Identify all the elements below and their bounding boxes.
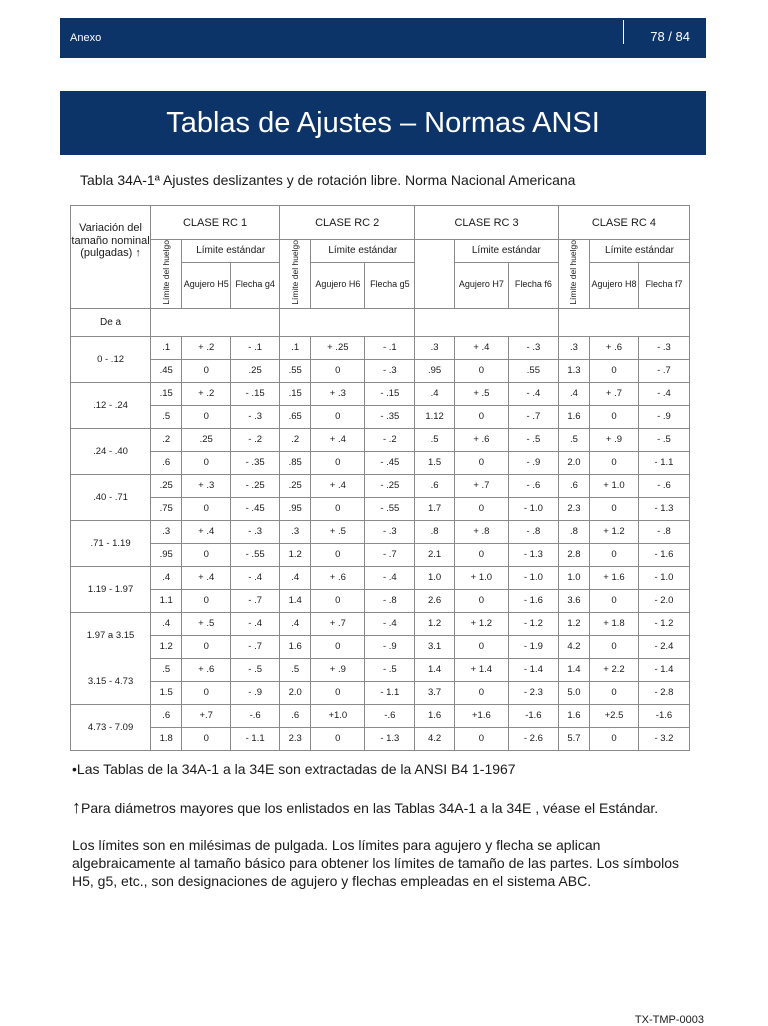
range-cell: .24 - .40: [71, 428, 151, 474]
table-row: [71, 405, 690, 428]
note-arrow-line: [72, 797, 658, 818]
value-cell: 1.6: [558, 405, 589, 428]
value-cell: .4: [151, 566, 182, 589]
spacer: [415, 308, 559, 336]
value-cell: .85: [280, 451, 311, 474]
de-a-label: De a: [71, 308, 151, 336]
value-cell: + .4: [182, 520, 231, 543]
value-cell: .3: [151, 520, 182, 543]
value-cell: .95: [415, 359, 455, 382]
value-cell: .45: [151, 359, 182, 382]
value-cell: + .25: [311, 336, 365, 359]
value-cell: .6: [415, 474, 455, 497]
value-cell: .6: [151, 704, 182, 727]
range-cell: .71 - 1.19: [71, 520, 151, 566]
value-cell: .1: [151, 336, 182, 359]
value-cell: - .25: [231, 474, 280, 497]
table-row: [71, 566, 690, 589]
value-cell: 0: [311, 451, 365, 474]
spacer: [558, 308, 689, 336]
value-cell: .8: [415, 520, 455, 543]
value-cell: 1.4: [558, 658, 589, 681]
flecha-header: Flecha g4: [231, 262, 280, 308]
value-cell: 1.12: [415, 405, 455, 428]
value-cell: - 3.2: [638, 727, 689, 750]
value-cell: .1: [280, 336, 311, 359]
value-cell: - 2.3: [508, 681, 558, 704]
table-row: [71, 612, 690, 635]
class-header-rc4: CLASE RC 4: [558, 206, 689, 240]
value-cell: 0: [454, 405, 508, 428]
value-cell: .15: [151, 382, 182, 405]
value-cell: 0: [311, 497, 365, 520]
value-cell: + .6: [311, 566, 365, 589]
value-cell: - 1.2: [508, 612, 558, 635]
value-cell: 0: [182, 543, 231, 566]
value-cell: - 1.4: [638, 658, 689, 681]
value-cell: .25: [151, 474, 182, 497]
value-cell: - .4: [231, 566, 280, 589]
table-row: [71, 382, 690, 405]
value-cell: 0: [454, 359, 508, 382]
table-row: [71, 704, 690, 727]
value-cell: 1.6: [558, 704, 589, 727]
value-cell: - .6: [638, 474, 689, 497]
agujero-header: Agujero H5: [182, 262, 231, 308]
value-cell: - .3: [508, 336, 558, 359]
value-cell: - 1.0: [638, 566, 689, 589]
table-row: [71, 359, 690, 382]
table-row: [71, 428, 690, 451]
limite-juego-header: Límite del huelgo: [558, 240, 589, 309]
limite-estandar-header: Límite estándar: [454, 240, 558, 263]
value-cell: 1.4: [415, 658, 455, 681]
value-cell: -1.6: [638, 704, 689, 727]
table-row: [71, 589, 690, 612]
flecha-header: Flecha f7: [638, 262, 689, 308]
value-cell: + .5: [311, 520, 365, 543]
value-cell: .5: [415, 428, 455, 451]
note-arrow-text: Para diámetros mayores que los enlistados en las Tablas 34A-1 a la 34E , véase el Estándar.: [81, 800, 659, 816]
value-cell: + .2: [182, 336, 231, 359]
value-cell: 0: [590, 405, 639, 428]
fits-table: [70, 205, 690, 751]
value-cell: 1.5: [151, 681, 182, 704]
value-cell: 0: [454, 589, 508, 612]
arrow-up-icon: ↑: [135, 247, 141, 260]
value-cell: + .6: [182, 658, 231, 681]
value-cell: - .2: [365, 428, 415, 451]
table-row: [71, 658, 690, 681]
value-cell: -.6: [365, 704, 415, 727]
value-cell: + .5: [454, 382, 508, 405]
value-cell: +2.5: [590, 704, 639, 727]
top-header-bar: [60, 18, 706, 58]
value-cell: - 2.8: [638, 681, 689, 704]
value-cell: 0: [590, 681, 639, 704]
table-row: [71, 474, 690, 497]
value-cell: + .7: [454, 474, 508, 497]
value-cell: 2.3: [558, 497, 589, 520]
value-cell: .3: [280, 520, 311, 543]
value-cell: - .8: [638, 520, 689, 543]
value-cell: 0: [590, 589, 639, 612]
value-cell: .4: [280, 566, 311, 589]
value-cell: + .5: [182, 612, 231, 635]
value-cell: 3.7: [415, 681, 455, 704]
value-cell: - .7: [365, 543, 415, 566]
value-cell: 2.0: [280, 681, 311, 704]
value-cell: + 1.0: [454, 566, 508, 589]
value-cell: 1.2: [280, 543, 311, 566]
limite-estandar-header: Límite estándar: [182, 240, 280, 263]
value-cell: 0: [590, 635, 639, 658]
value-cell: + 1.0: [590, 474, 639, 497]
value-cell: - .6: [508, 474, 558, 497]
range-cell: 1.19 - 1.97: [71, 566, 151, 612]
value-cell: 5.0: [558, 681, 589, 704]
value-cell: - .4: [638, 382, 689, 405]
value-cell: - .45: [231, 497, 280, 520]
range-cell: 0 - .12: [71, 336, 151, 382]
value-cell: + .4: [311, 428, 365, 451]
value-cell: - 1.3: [365, 727, 415, 750]
flecha-header: Flecha f6: [508, 262, 558, 308]
value-cell: + .7: [311, 612, 365, 635]
value-cell: - .9: [508, 451, 558, 474]
value-cell: + 1.8: [590, 612, 639, 635]
table-caption: Tabla 34A-1ª Ajustes deslizantes y de rotación libre. Norma Nacional Americana: [80, 172, 576, 188]
value-cell: 3.1: [415, 635, 455, 658]
value-cell: - .4: [365, 612, 415, 635]
value-cell: - .7: [231, 589, 280, 612]
value-cell: - .9: [638, 405, 689, 428]
value-cell: .4: [151, 612, 182, 635]
value-cell: - .3: [231, 520, 280, 543]
value-cell: - .7: [231, 635, 280, 658]
limite-juego-header: Límite del huelgo: [280, 240, 311, 309]
value-cell: 0: [454, 727, 508, 750]
value-cell: + .3: [182, 474, 231, 497]
value-cell: 0: [182, 727, 231, 750]
value-cell: - .3: [365, 359, 415, 382]
table-row: [71, 681, 690, 704]
value-cell: - .55: [365, 497, 415, 520]
value-cell: 0: [454, 635, 508, 658]
value-cell: 1.0: [558, 566, 589, 589]
value-cell: 0: [454, 543, 508, 566]
value-cell: - .5: [365, 658, 415, 681]
value-cell: - 1.0: [508, 497, 558, 520]
value-cell: + .7: [590, 382, 639, 405]
value-cell: 1.6: [415, 704, 455, 727]
value-cell: .4: [558, 382, 589, 405]
value-cell: - .3: [365, 520, 415, 543]
value-cell: - 1.1: [231, 727, 280, 750]
table-row: [71, 336, 690, 359]
value-cell: - 1.9: [508, 635, 558, 658]
spacer: [151, 308, 280, 336]
value-cell: 1.2: [415, 612, 455, 635]
range-cell: 1.97 a 3.15: [71, 612, 151, 658]
value-cell: - .5: [638, 428, 689, 451]
page-counter: 78 / 84: [650, 29, 690, 44]
value-cell: .5: [280, 658, 311, 681]
value-cell: 1.0: [415, 566, 455, 589]
limite-juego-header: Límite del huelgo: [151, 240, 182, 309]
value-cell: + .2: [182, 382, 231, 405]
spacer: [280, 308, 415, 336]
value-cell: 1.8: [151, 727, 182, 750]
value-cell: 0: [311, 359, 365, 382]
value-cell: - 1.0: [508, 566, 558, 589]
value-cell: - .15: [231, 382, 280, 405]
value-cell: + .6: [454, 428, 508, 451]
value-cell: - 1.3: [638, 497, 689, 520]
value-cell: 1.6: [280, 635, 311, 658]
value-cell: - 1.6: [638, 543, 689, 566]
value-cell: 0: [590, 359, 639, 382]
value-cell: 0: [311, 589, 365, 612]
value-cell: 1.2: [151, 635, 182, 658]
value-cell: - .9: [231, 681, 280, 704]
class-header-rc2: CLASE RC 2: [280, 206, 415, 240]
class-header-rc1: CLASE RC 1: [151, 206, 280, 240]
value-cell: 0: [311, 635, 365, 658]
value-cell: - .5: [508, 428, 558, 451]
value-cell: .4: [415, 382, 455, 405]
value-cell: - 2.0: [638, 589, 689, 612]
value-cell: - .5: [231, 658, 280, 681]
value-cell: .6: [558, 474, 589, 497]
value-cell: - .7: [508, 405, 558, 428]
value-cell: + 1.2: [454, 612, 508, 635]
value-cell: - .8: [365, 589, 415, 612]
value-cell: 0: [182, 681, 231, 704]
value-cell: - .4: [231, 612, 280, 635]
value-cell: .5: [558, 428, 589, 451]
value-cell: .8: [558, 520, 589, 543]
value-cell: 1.5: [415, 451, 455, 474]
value-cell: 0: [590, 727, 639, 750]
value-cell: - 1.1: [365, 681, 415, 704]
value-cell: - .7: [638, 359, 689, 382]
value-cell: 0: [182, 405, 231, 428]
value-cell: 0: [311, 727, 365, 750]
value-cell: 2.1: [415, 543, 455, 566]
page-title: Tablas de Ajustes – Normas ANSI: [60, 91, 706, 155]
value-cell: + 1.6: [590, 566, 639, 589]
value-cell: 0: [182, 635, 231, 658]
value-cell: 4.2: [415, 727, 455, 750]
range-cell: 3.15 - 4.73: [71, 658, 151, 704]
value-cell: + .4: [454, 336, 508, 359]
class-header-rc3: CLASE RC 3: [415, 206, 559, 240]
value-cell: - .3: [231, 405, 280, 428]
value-cell: .75: [151, 497, 182, 520]
value-cell: .6: [151, 451, 182, 474]
value-cell: 0: [454, 451, 508, 474]
value-cell: 0: [182, 497, 231, 520]
value-cell: 2.3: [280, 727, 311, 750]
agujero-header: Agujero H6: [311, 262, 365, 308]
value-cell: - .25: [365, 474, 415, 497]
range-column-header: Variación del tamaño nominal (pulgadas) ↑: [71, 206, 151, 309]
range-cell: 4.73 - 7.09: [71, 704, 151, 750]
limite-juego-header-empty: [415, 240, 455, 309]
note-paragraph: Los límites son en milésimas de pulgada. Los límites para agujero y flecha se aplican algebraicamente al tamaño básico para obtener los límites de tamaño de las partes. Los símbolos H5, g5, etc., son designaciones de agujero y flechas empleadas en el sistema ABC.: [72, 837, 680, 889]
value-cell: 0: [311, 681, 365, 704]
value-cell: .25: [231, 359, 280, 382]
note-bullet: •Las Tablas de la 34A-1 a la 34E son extractadas de la ANSI B4 1-1967: [72, 761, 516, 777]
fit-rows: [71, 336, 690, 750]
value-cell: 4.2: [558, 635, 589, 658]
value-cell: 2.8: [558, 543, 589, 566]
header-divider: [623, 20, 624, 44]
value-cell: 2.0: [558, 451, 589, 474]
range-cell: .40 - .71: [71, 474, 151, 520]
value-cell: 1.7: [415, 497, 455, 520]
value-cell: 1.4: [280, 589, 311, 612]
value-cell: 0: [182, 359, 231, 382]
table-row: [71, 520, 690, 543]
value-cell: - .15: [365, 382, 415, 405]
value-cell: .55: [280, 359, 311, 382]
value-cell: 0: [182, 589, 231, 612]
value-cell: + .9: [590, 428, 639, 451]
value-cell: .4: [280, 612, 311, 635]
document-code: TX-TMP-0003: [634, 1014, 704, 1026]
value-cell: - .8: [508, 520, 558, 543]
agujero-header: Agujero H8: [590, 262, 639, 308]
value-cell: - .9: [365, 635, 415, 658]
arrow-up-icon: ↑: [72, 797, 81, 817]
value-cell: .5: [151, 405, 182, 428]
value-cell: .65: [280, 405, 311, 428]
value-cell: + .3: [311, 382, 365, 405]
flecha-header: Flecha g5: [365, 262, 415, 308]
value-cell: 0: [590, 543, 639, 566]
value-cell: + 1.2: [590, 520, 639, 543]
value-cell: 2.6: [415, 589, 455, 612]
value-cell: +1.6: [454, 704, 508, 727]
value-cell: .55: [508, 359, 558, 382]
value-cell: + .8: [454, 520, 508, 543]
value-cell: 5.7: [558, 727, 589, 750]
value-cell: - 1.2: [638, 612, 689, 635]
value-cell: - 1.3: [508, 543, 558, 566]
value-cell: 1.2: [558, 612, 589, 635]
limite-estandar-header: Límite estándar: [590, 240, 690, 263]
value-cell: - .2: [231, 428, 280, 451]
table-row: [71, 543, 690, 566]
value-cell: 1.3: [558, 359, 589, 382]
value-cell: .95: [280, 497, 311, 520]
table-row: [71, 451, 690, 474]
value-cell: - .55: [231, 543, 280, 566]
value-cell: .3: [558, 336, 589, 359]
table-row: [71, 635, 690, 658]
value-cell: 0: [590, 497, 639, 520]
value-cell: + .4: [182, 566, 231, 589]
value-cell: 0: [454, 497, 508, 520]
value-cell: - .45: [365, 451, 415, 474]
value-cell: - .1: [365, 336, 415, 359]
value-cell: .5: [151, 658, 182, 681]
value-cell: 0: [182, 451, 231, 474]
value-cell: - .35: [231, 451, 280, 474]
value-cell: + 2.2: [590, 658, 639, 681]
value-cell: .25: [182, 428, 231, 451]
value-cell: .15: [280, 382, 311, 405]
value-cell: - 2.4: [638, 635, 689, 658]
value-cell: + .9: [311, 658, 365, 681]
range-cell: .12 - .24: [71, 382, 151, 428]
table-row: [71, 727, 690, 750]
agujero-header: Agujero H7: [454, 262, 508, 308]
value-cell: -1.6: [508, 704, 558, 727]
value-cell: 0: [311, 543, 365, 566]
value-cell: - .4: [365, 566, 415, 589]
value-cell: .2: [151, 428, 182, 451]
value-cell: - .1: [231, 336, 280, 359]
value-cell: .25: [280, 474, 311, 497]
value-cell: .95: [151, 543, 182, 566]
value-cell: +.7: [182, 704, 231, 727]
value-cell: - .4: [508, 382, 558, 405]
value-cell: -.6: [231, 704, 280, 727]
value-cell: - 1.1: [638, 451, 689, 474]
value-cell: .6: [280, 704, 311, 727]
value-cell: 1.1: [151, 589, 182, 612]
value-cell: - 1.4: [508, 658, 558, 681]
limite-estandar-header: Límite estándar: [311, 240, 415, 263]
table-row: [71, 497, 690, 520]
value-cell: 3.6: [558, 589, 589, 612]
value-cell: 0: [590, 451, 639, 474]
value-cell: + .4: [311, 474, 365, 497]
section-label: Anexo: [70, 32, 102, 44]
value-cell: + 1.4: [454, 658, 508, 681]
value-cell: + .6: [590, 336, 639, 359]
value-cell: 0: [454, 681, 508, 704]
value-cell: .3: [415, 336, 455, 359]
value-cell: - 1.6: [508, 589, 558, 612]
value-cell: .2: [280, 428, 311, 451]
value-cell: 0: [311, 405, 365, 428]
value-cell: - .35: [365, 405, 415, 428]
value-cell: +1.0: [311, 704, 365, 727]
value-cell: - .3: [638, 336, 689, 359]
value-cell: - 2.6: [508, 727, 558, 750]
